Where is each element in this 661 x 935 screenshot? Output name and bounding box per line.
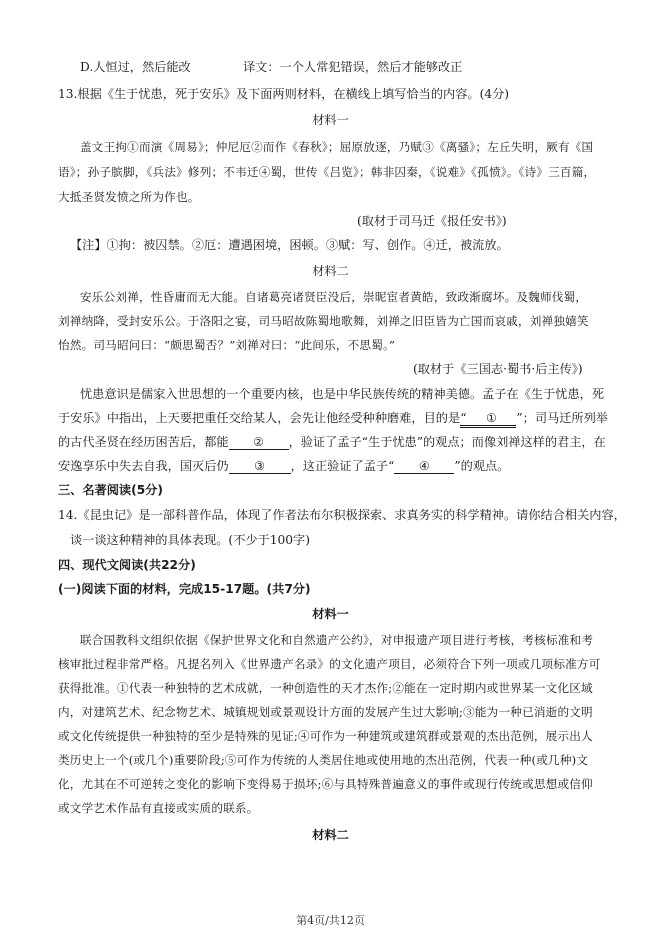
- q13-fill-quote-open: “: [460, 411, 466, 428]
- page-number: 第4页/共12页: [296, 914, 365, 927]
- section4-material1-line: 类历史上一个(或几个)重要阶段;⑤可作为传统的人类居住地或使用地的杰出范例，代表一种(或几种)文: [58, 753, 589, 767]
- q14-line: 14.《昆虫记》是一部科普作品，体现了作者法布尔积极探索、求真务实的科学精神。请你结合相关内容，: [58, 508, 626, 522]
- q13-fill-text: 于安乐》中指出，上天要把重任交给某人，会先让他经受种种磨难，目的是: [58, 411, 461, 425]
- section4-material1-line: 化，尤其在不可逆转之变化的影响下变得易于损坏;⑥与具特殊普遍意义的事件或现行传统或思想或信仰: [58, 777, 593, 791]
- q13-fill-text: 安逸享乐中失去自我，国灭后仍: [58, 459, 229, 473]
- q13-fill-text: ，验证了孟子“生于忧患”的观点；而像刘禅这样的君主，在: [288, 435, 606, 449]
- q13-material1-title: 材料一: [312, 113, 349, 127]
- section4-material1-line: 或文学艺术作品有直接或实质的联系。: [58, 801, 259, 815]
- q13-fill-line: [58, 410, 608, 428]
- section4-material1-line: 联合国教科文组织依据《保护世界文化和自然遗产公约》，对申报遗产项目进行考核，考核标准和考: [80, 633, 594, 647]
- answer-blank-2[interactable]: ②: [229, 435, 289, 450]
- q13-material1-source: (取材于司马迁《报任安书》): [357, 214, 507, 228]
- section4-heading: 四、现代文阅读(共22分): [58, 558, 196, 572]
- q13-material1-note: 【注】①拘：被囚禁。②厄：遭遇困境，困顿。③赋：写、创作。④迁，被流放。: [70, 238, 509, 252]
- q12-option-d-translation: 译文：一个人常犯错误，然后才能够改正: [243, 60, 463, 74]
- section4-material1-line: 核审批过程非常严格。凡提名列入《世界遗产名录》的文化遗产项目，必须符合下列一项或几项标准方可: [58, 657, 601, 671]
- section4-material1-title: 材料一: [312, 607, 349, 621]
- q13-material2-title: 材料二: [312, 264, 349, 278]
- q13-fill-text: 的古代圣贤在经历困苦后，都能: [58, 435, 229, 449]
- section4-material2-title: 材料二: [312, 828, 349, 842]
- q13-material2-line: 安乐公刘禅，性昏庸而无大能。自诸葛亮诸贤臣没后，崇昵宦者黄皓，致政渐腐坏。及魏师伐蜀，: [80, 290, 588, 304]
- q13-fill-text: ”的观点。: [454, 459, 510, 473]
- q14-line: 谈一谈这种精神的具体表现。(不少于100字): [70, 533, 310, 547]
- q13-material1-line: 盖文王拘①而演《周易》；仲尼厄②而作《春秋》；屈原放逐，乃赋③《离骚》；左丘失明，厥有《国: [80, 140, 594, 154]
- q13-prompt: 13.根据《生于忧患，死于安乐》及下面两则材料，在横线上填写恰当的内容。(4分): [58, 87, 510, 101]
- q13-fill-line: 忧患意识是儒家入世思想的一个重要内核，也是中华民族传统的精神美德。孟子在《生于忧患，死: [80, 387, 605, 401]
- section4-subheading: (一)阅读下面的材料，完成15-17题。(共7分): [58, 582, 311, 596]
- answer-blank-1[interactable]: ①: [466, 411, 516, 428]
- q13-material2-line: 怡然。司马昭问曰：“颇思蜀否？”刘禅对曰：“此间乐，不思蜀。”: [58, 338, 396, 352]
- section4-material1-line: 或文化传统提供一种独特的至少是特殊的见证;④可作为一种建筑或建筑群或景观的杰出范例，展示出人: [58, 729, 593, 743]
- q13-material1-line: 语》；孙子膑脚，《兵法》修列；不韦迁④蜀，世传《吕览》；韩非囚秦，《说难》《孤愤》。《诗》三百篇，: [58, 165, 596, 179]
- section4-material1-line: 获得批准。①代表一种独特的艺术成就，一种创造性的天才杰作;②能在一定时期内或世界某一文化区域: [58, 681, 593, 695]
- q13-material1-line: 大抵圣贤发愤之所为作也。: [58, 190, 200, 204]
- section3-heading: 三、名著阅读(5分): [58, 483, 163, 497]
- q13-fill-line: [58, 458, 509, 474]
- answer-blank-3[interactable]: ③: [229, 459, 291, 474]
- q12-option-d: D.人恒过，然后能改: [80, 60, 191, 74]
- q13-fill-text: ，这正验证了孟子“: [290, 459, 395, 473]
- q13-fill-line: [58, 434, 606, 450]
- q13-fill-text: ”；司马迁所列举: [516, 411, 608, 425]
- section4-material1-line: 内，对建筑艺术、纪念物艺术、城镇规划或景观设计方面的发展产生过大影响;③能为一种已消逝的文明: [58, 705, 593, 719]
- q13-material2-line: 刘禅纳降，受封安乐公。于洛阳之宴，司马昭故陈蜀地歌舞，刘禅之旧臣皆为亡国而哀戚，刘禅独嬉笑: [58, 314, 589, 328]
- q13-material2-source: (取材于《三国志·蜀书·后主传》): [413, 362, 583, 376]
- answer-blank-4[interactable]: ④: [394, 459, 454, 474]
